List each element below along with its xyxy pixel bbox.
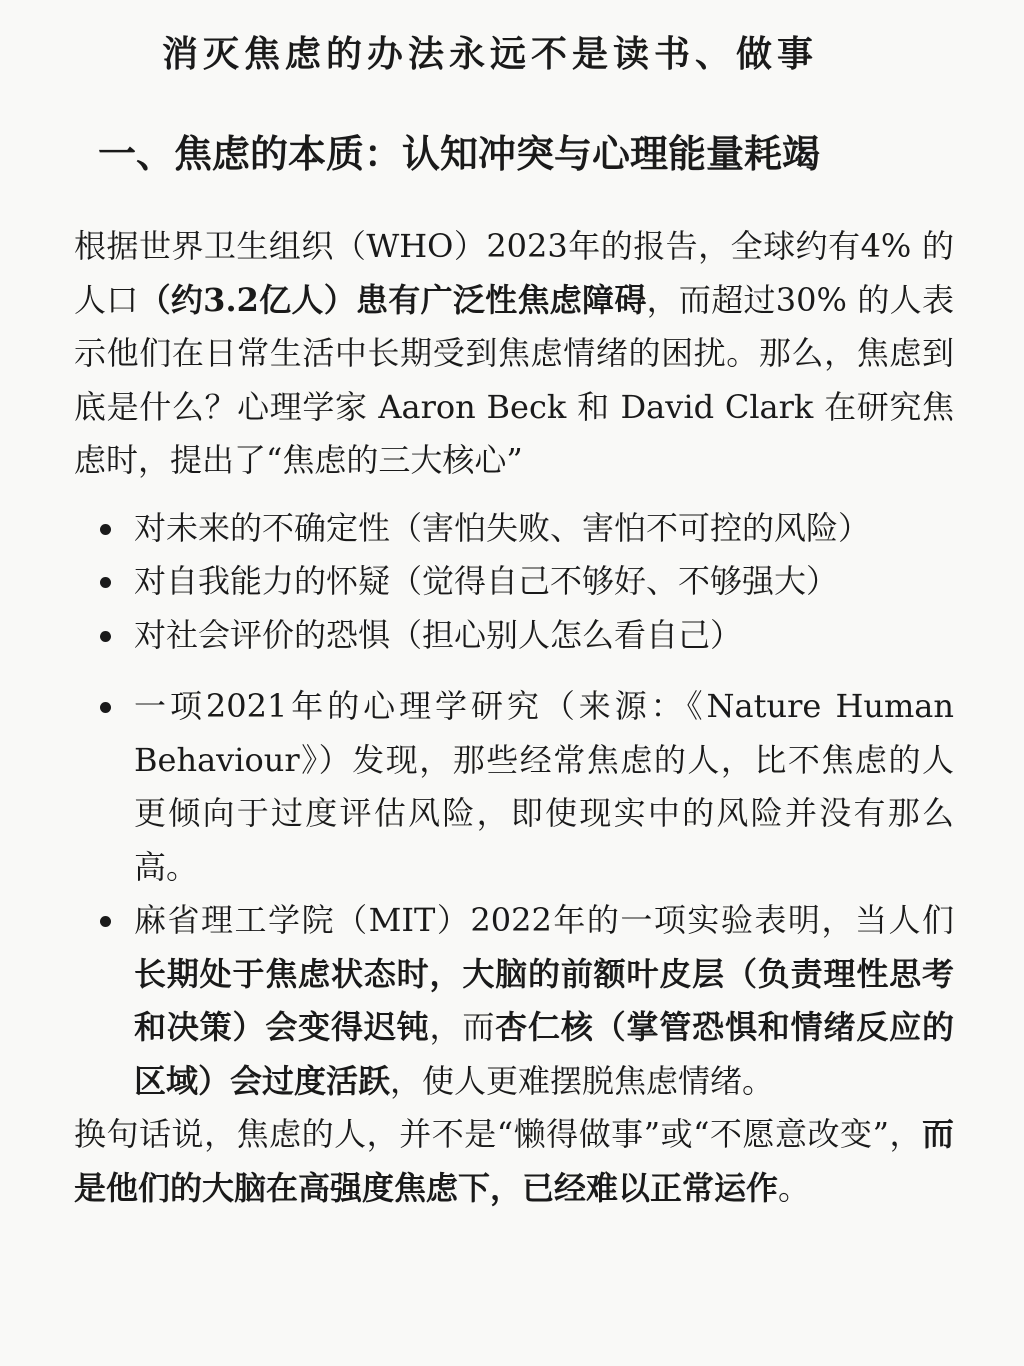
list-item: 对自我能力的怀疑（觉得自己不够好、不够强大） xyxy=(74,555,954,609)
research-list xyxy=(74,680,954,1108)
intro-text-2: ，而超过30% 的人表示他们在日常生活中长期受到焦虑情绪的困扰。那么，焦虑到底是什么？心理学家 Aaron Beck 和 David Clark 在研究焦虑时，提出了“焦虑的三大核心” xyxy=(74,280,954,479)
intro-paragraph xyxy=(74,220,954,488)
research-item-mit xyxy=(74,894,954,1108)
closing-paragraph xyxy=(74,1108,954,1215)
anxiety-core-list xyxy=(74,502,954,663)
document-title: 消灭焦虑的办法永远不是读书、做事 xyxy=(161,34,818,75)
closing-highlight: 而是他们的大脑在高强度焦虑下，已经难以正常运作 xyxy=(74,1115,954,1207)
mit-highlight-2: 杏仁核（掌管恐惧和情绪反应的区域）会过度活跃 xyxy=(134,1008,954,1100)
mit-text-1: 麻省理工学院（MIT）2022年的一项实验表明，当人们 xyxy=(134,901,954,939)
mit-text-2: ，而 xyxy=(429,1008,496,1046)
mit-text-3: ，使人更难摆脱焦虑情绪。 xyxy=(390,1061,775,1100)
intro-highlight: （约3.2亿人）患有广泛性焦虑障碍 xyxy=(138,280,647,319)
list-item: 对社会评价的恐惧（担心别人怎么看自己） xyxy=(74,609,954,663)
article-body xyxy=(74,220,954,1215)
research-item-nature: 一项2021年的心理学研究（来源：《Nature Human Behaviour》）发现，那些经常焦虑的人，比不焦虑的人更倾向于过度评估风险，即使现实中的风险并没有那么高。 xyxy=(74,680,954,894)
intro-text-1: 根据世界卫生组织（WHO）2023年的报告，全球约有4% 的人口 xyxy=(74,227,954,319)
section-heading: 一、焦虑的本质：认知冲突与心理能量耗竭 xyxy=(98,131,821,176)
mit-highlight-1: 长期处于焦虑状态时，大脑的前额叶皮层（负责理性思考和决策）会变得迟钝 xyxy=(134,954,954,1046)
closing-text-1: 换句话说，焦虑的人，并不是“懒得做事”或“不愿意改变”， xyxy=(74,1115,922,1153)
list-item: 对未来的不确定性（害怕失败、害怕不可控的风险） xyxy=(74,502,954,556)
closing-text-2: 。 xyxy=(778,1168,811,1207)
